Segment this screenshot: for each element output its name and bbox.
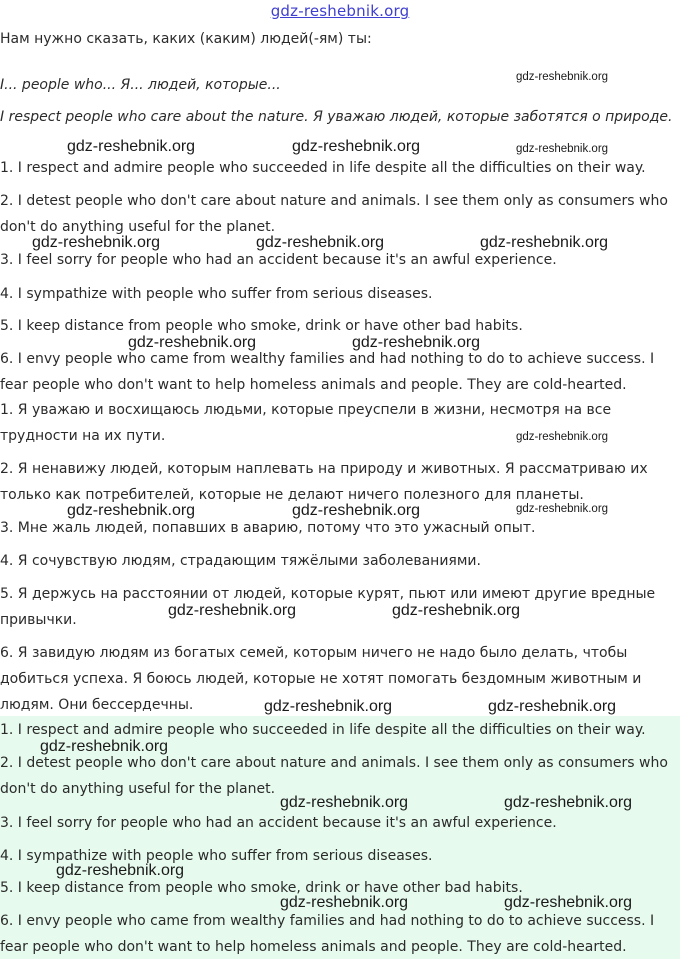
watermark: gdz-reshebnik.org <box>40 738 169 755</box>
watermark: gdz-reshebnik.org <box>32 234 161 251</box>
russian-item-2: 2. Я ненавижу людей, которым наплевать на природу и животных. Я рассматриваю их только как потребителей, которые не делают ничего полезного для планеты. <box>0 461 648 503</box>
watermark: gdz-reshebnik.org <box>516 431 609 443</box>
watermark: gdz-reshebnik.org <box>292 502 421 519</box>
watermark: gdz-reshebnik.org <box>292 138 421 155</box>
russian-item-4: 4. Я сочувствую людям, страдающим тяжёлыми заболеваниями. <box>0 553 481 569</box>
watermark: gdz-reshebnik.org <box>516 503 609 515</box>
watermark: gdz-reshebnik.org <box>504 794 633 811</box>
answer-item-1: 1. I respect and admire people who succeeded in life despite all the difficulties on their way. <box>0 722 646 738</box>
russian-item-6: 6. Я завидую людям из богатых семей, которым ничего не надо было делать, чтобы добиться успеха. Я боюсь людей, которые не хотят помогать бездомным животным и людям. Они бессердечны. <box>0 645 642 713</box>
english-item-2: 2. I detest people who don't care about nature and animals. I see them only as consumers who don't do anything useful for the planet. <box>0 193 668 235</box>
english-item-1: 1. I respect and admire people who succeeded in life despite all the difficulties on their way. <box>0 160 646 176</box>
watermark: gdz-reshebnik.org <box>280 894 409 911</box>
watermark: gdz-reshebnik.org <box>67 502 196 519</box>
site-link[interactable]: gdz-reshebnik.org <box>270 2 410 20</box>
watermark: gdz-reshebnik.org <box>516 71 609 83</box>
watermark: gdz-reshebnik.org <box>392 602 521 619</box>
watermark: gdz-reshebnik.org <box>480 234 609 251</box>
english-item-4: 4. I sympathize with people who suffer from serious diseases. <box>0 286 433 302</box>
watermark: gdz-reshebnik.org <box>488 698 617 715</box>
english-item-6: 6. I envy people who came from wealthy families and had nothing to do to achieve success. I fear people who don't want to help homeless animals and people. They are cold-hearted. <box>0 351 655 393</box>
answer-item-4: 4. I sympathize with people who suffer from serious diseases. <box>0 848 433 864</box>
watermark: gdz-reshebnik.org <box>128 334 257 351</box>
english-item-3: 3. I feel sorry for people who had an accident because it's an awful experience. <box>0 252 557 268</box>
watermark: gdz-reshebnik.org <box>516 143 609 155</box>
answer-item-6: 6. I envy people who came from wealthy families and had nothing to do to achieve success. I fear people who don't want to help homeless animals and people. They are cold-hearted. <box>0 913 655 955</box>
russian-item-3: 3. Мне жаль людей, попавших в аварию, потому что это ужасный опыт. <box>0 520 536 536</box>
watermark: gdz-reshebnik.org <box>264 698 393 715</box>
example-text: I respect people who care about the nature. Я уважаю людей, которые заботятся о природе. <box>0 109 673 125</box>
watermark: gdz-reshebnik.org <box>280 794 409 811</box>
russian-item-1: 1. Я уважаю и восхищаюсь людьми, которые преуспели в жизни, несмотря на все трудности на их пути. <box>0 402 612 444</box>
pattern-text: I... people who... Я... людей, которые... <box>0 77 281 93</box>
watermark: gdz-reshebnik.org <box>67 138 196 155</box>
answer-item-3: 3. I feel sorry for people who had an accident because it's an awful experience. <box>0 815 557 831</box>
russian-item-5: 5. Я держусь на расстоянии от людей, которые курят, пьют или имеют другие вредные привычки. <box>0 586 656 628</box>
answer-item-2: 2. I detest people who don't care about nature and animals. I see them only as consumers who don't do anything useful for the planet. <box>0 755 668 797</box>
watermark: gdz-reshebnik.org <box>352 334 481 351</box>
intro-text: Нам нужно сказать, каких (каким) людей(-ям) ты: <box>0 31 372 47</box>
answer-item-5: 5. I keep distance from people who smoke, drink or have other bad habits. <box>0 880 523 896</box>
watermark: gdz-reshebnik.org <box>504 894 633 911</box>
watermark: gdz-reshebnik.org <box>256 234 385 251</box>
watermark: gdz-reshebnik.org <box>56 862 185 879</box>
english-item-5: 5. I keep distance from people who smoke, drink or have other bad habits. <box>0 318 523 334</box>
watermark: gdz-reshebnik.org <box>168 602 297 619</box>
